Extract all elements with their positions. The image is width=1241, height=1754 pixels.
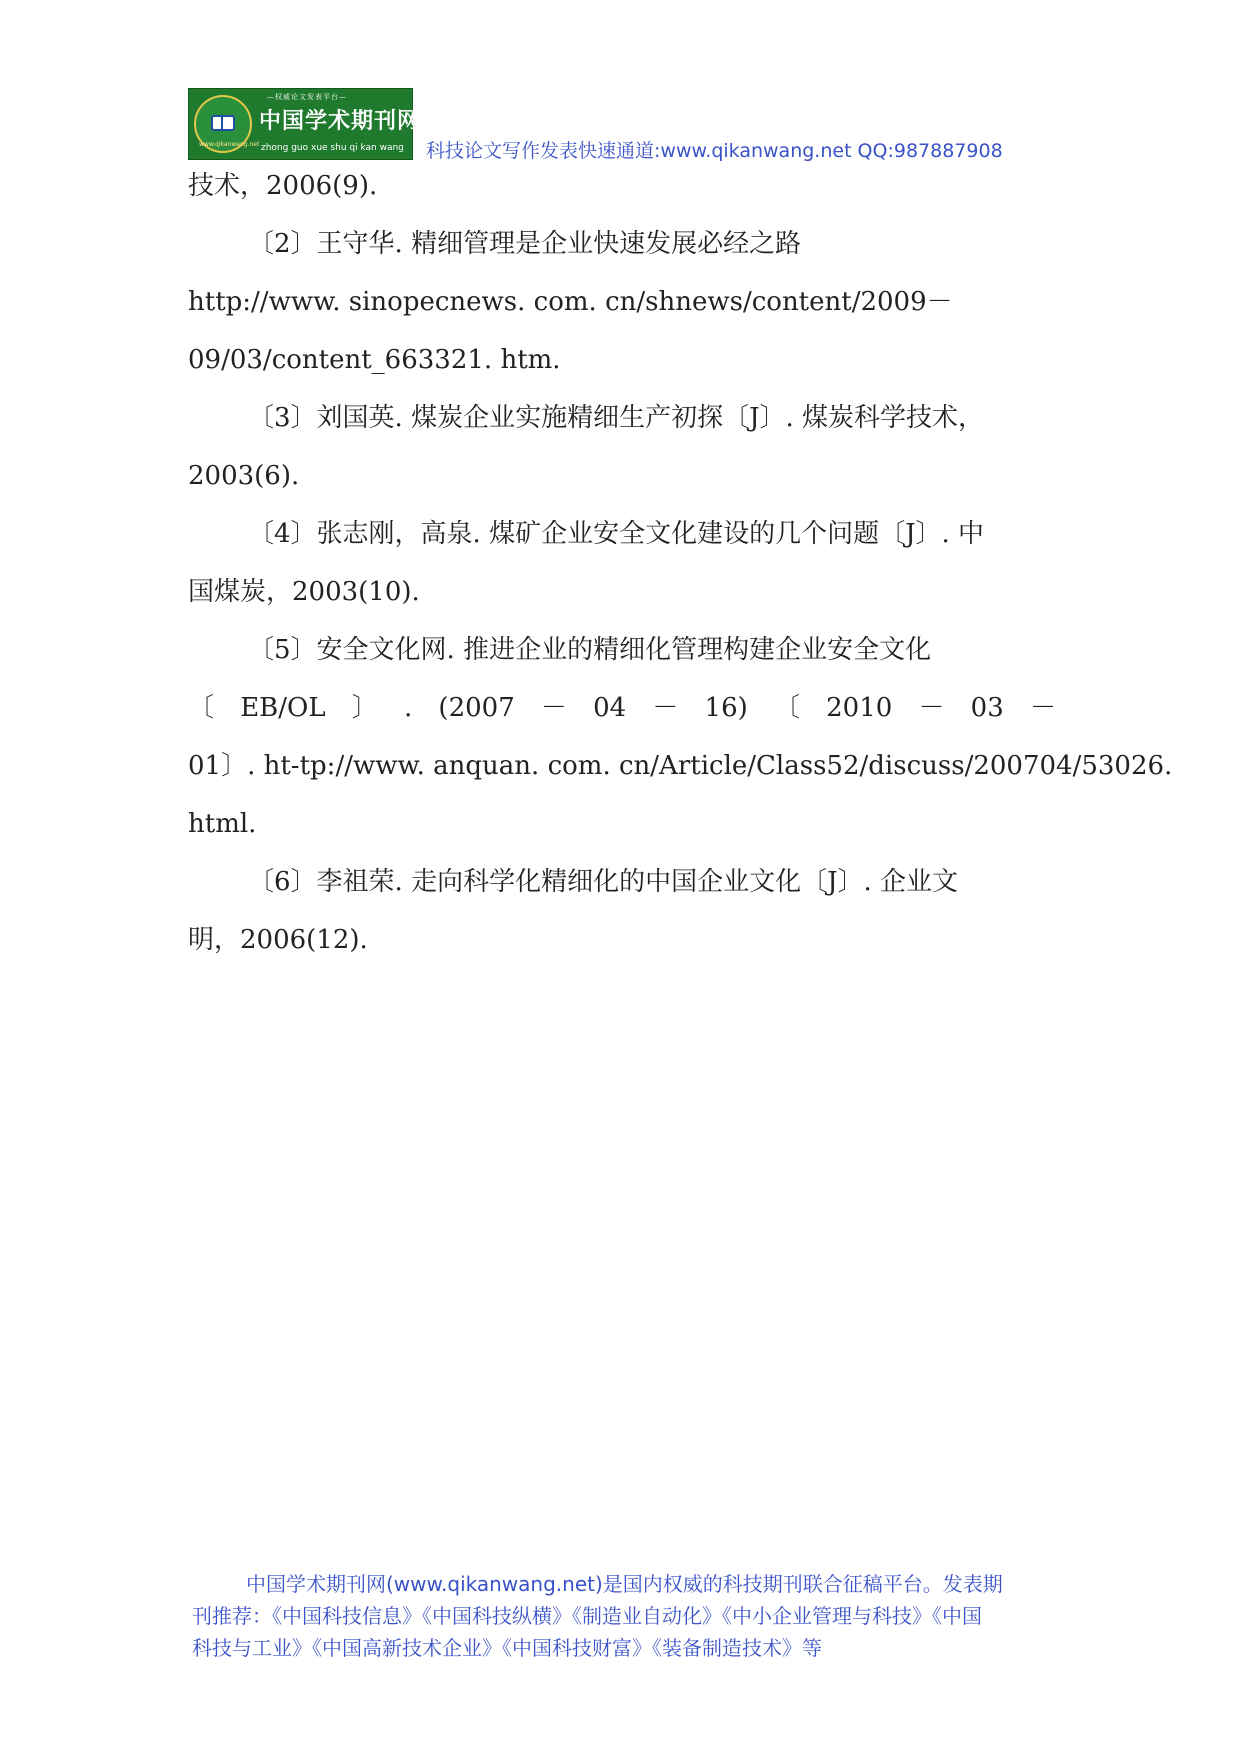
book-emblem-icon [194,95,260,153]
token: 2010 [826,693,893,723]
footer-line-2: 刊推荐：《中国科技信息》《中国科技纵横》《制造业自动化》《中小企业管理与科技》《中国 [192,1604,982,1628]
logo-title: 中国学术期刊网 [259,109,421,134]
token: 03 [970,693,1004,723]
logo-tagline: —权威论文发表平台— [267,93,347,101]
reference-url-cont[interactable]: 09/03/content_663321. htm. [188,345,561,375]
token: － [540,693,567,723]
reference-url-cont[interactable]: html. [188,809,257,839]
token: 〕 [351,693,378,723]
reference-url[interactable]: http://www. sinopecnews. com. cn/shnews/content/2009－ [188,287,953,317]
token: EB/OL [240,693,326,723]
reference-3: 〔3〕刘国英. 煤炭企业实施精细生产初探〔J〕. 煤炭科学技术， [248,403,985,433]
token: 〔 [773,693,800,723]
logo-ring-text: www.qikanwang.net [199,141,260,148]
token: － [1029,693,1056,723]
token: － [652,693,679,723]
footer-line-3: 科技与工业》《中国高新技术企业》《中国科技财富》《装备制造技术》等 [192,1636,822,1660]
reference-4: 〔4〕张志刚，高泉. 煤矿企业安全文化建设的几个问题〔J〕. 中 [248,519,985,549]
reference-2: 〔2〕王守华. 精细管理是企业快速发展必经之路 [248,229,802,259]
site-logo[interactable] [188,88,421,160]
page-footer [192,1568,1058,1664]
token: － [918,693,945,723]
reference-line: 技术，2006(9). [188,171,378,201]
reference-6: 〔6〕李祖荣. 走向科学化精细化的中国企业文化〔J〕. 企业文 [248,867,959,897]
token: . [403,693,413,723]
token: 16) [704,693,748,723]
reference-url[interactable]: 01〕. ht-tp://www. anquan. com. cn/Article/Class52/discuss/200704/53026. [188,751,1173,781]
reference-line: 明，2006(12). [188,925,368,955]
reference-line: 2003(6). [188,461,300,491]
header-contact-link[interactable]: 科技论文写作发表快速通道:www.qikanwang.net QQ:987887908 [426,140,1003,162]
token: 04 [593,693,627,723]
reference-5: 〔5〕安全文化网. 推进企业的精细化管理构建企业安全文化 [248,635,932,665]
reference-line: 国煤炭，2003(10). [188,577,420,607]
footer-line-1: 中国学术期刊网(www.qikanwang.net)是国内权威的科技期刊联合征稿平台。发表期 [246,1572,1003,1596]
token: 〔 [188,693,215,723]
page-header [188,88,1048,163]
token: (2007 [438,693,515,723]
reference-5-citation-line [188,692,1056,724]
logo-pinyin: zhong guo xue shu qi kan wang [261,143,404,153]
